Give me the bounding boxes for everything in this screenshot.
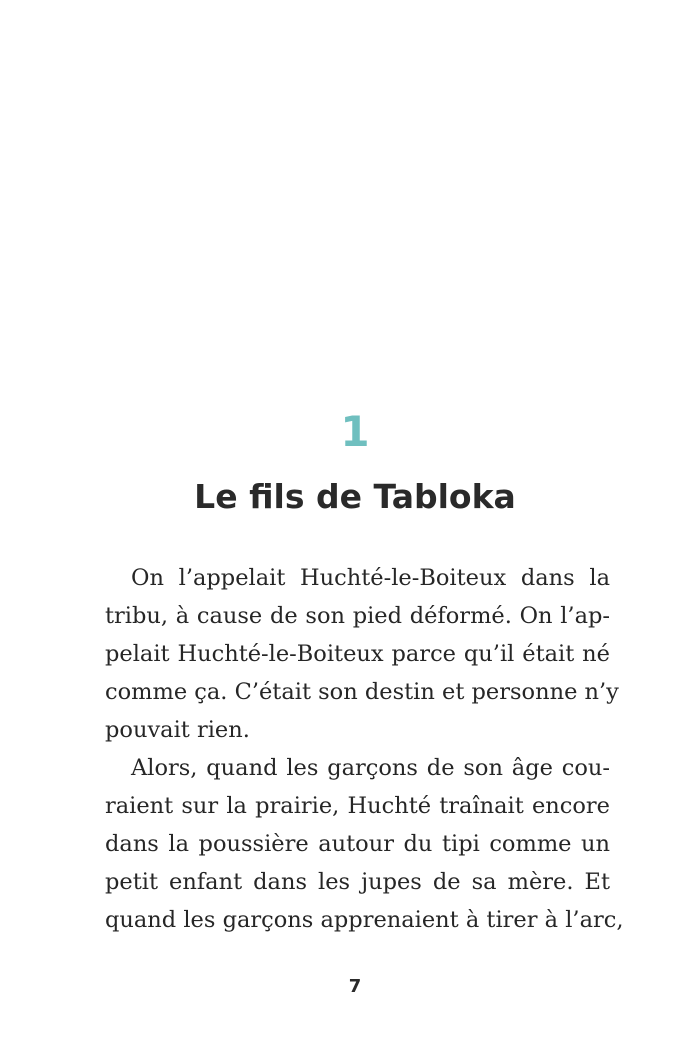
text-line: raient sur la prairie, Huchté traînait encore: [105, 793, 610, 819]
text-line: petit enfant dans les jupes de sa mère. Et: [105, 869, 610, 895]
chapter-number: 1: [340, 407, 370, 456]
paragraph-1: [105, 559, 619, 749]
text-line: comme ça. C’était son destin et personne n’y: [105, 679, 619, 705]
text-line: pouvait rien.: [105, 717, 250, 743]
page-number: 7: [348, 976, 362, 997]
paragraph-2: [105, 749, 624, 939]
text-line: Alors, quand les garçons de son âge cou-: [131, 755, 610, 781]
text-line: pelait Huchté-le-Boiteux parce qu’il était né: [105, 641, 610, 667]
chapter-title: Le fils de Tabloka: [194, 477, 516, 516]
text-line: dans la poussière autour du tipi comme un: [105, 831, 610, 857]
text-line: tribu, à cause de son pied déformé. On l’ap-: [105, 603, 610, 629]
text-line: quand les garçons apprenaient à tirer à l’arc,: [105, 907, 624, 933]
text-line: On l’appelait Huchté-le-Boiteux dans la: [131, 565, 610, 591]
chapter-body: [105, 559, 624, 939]
